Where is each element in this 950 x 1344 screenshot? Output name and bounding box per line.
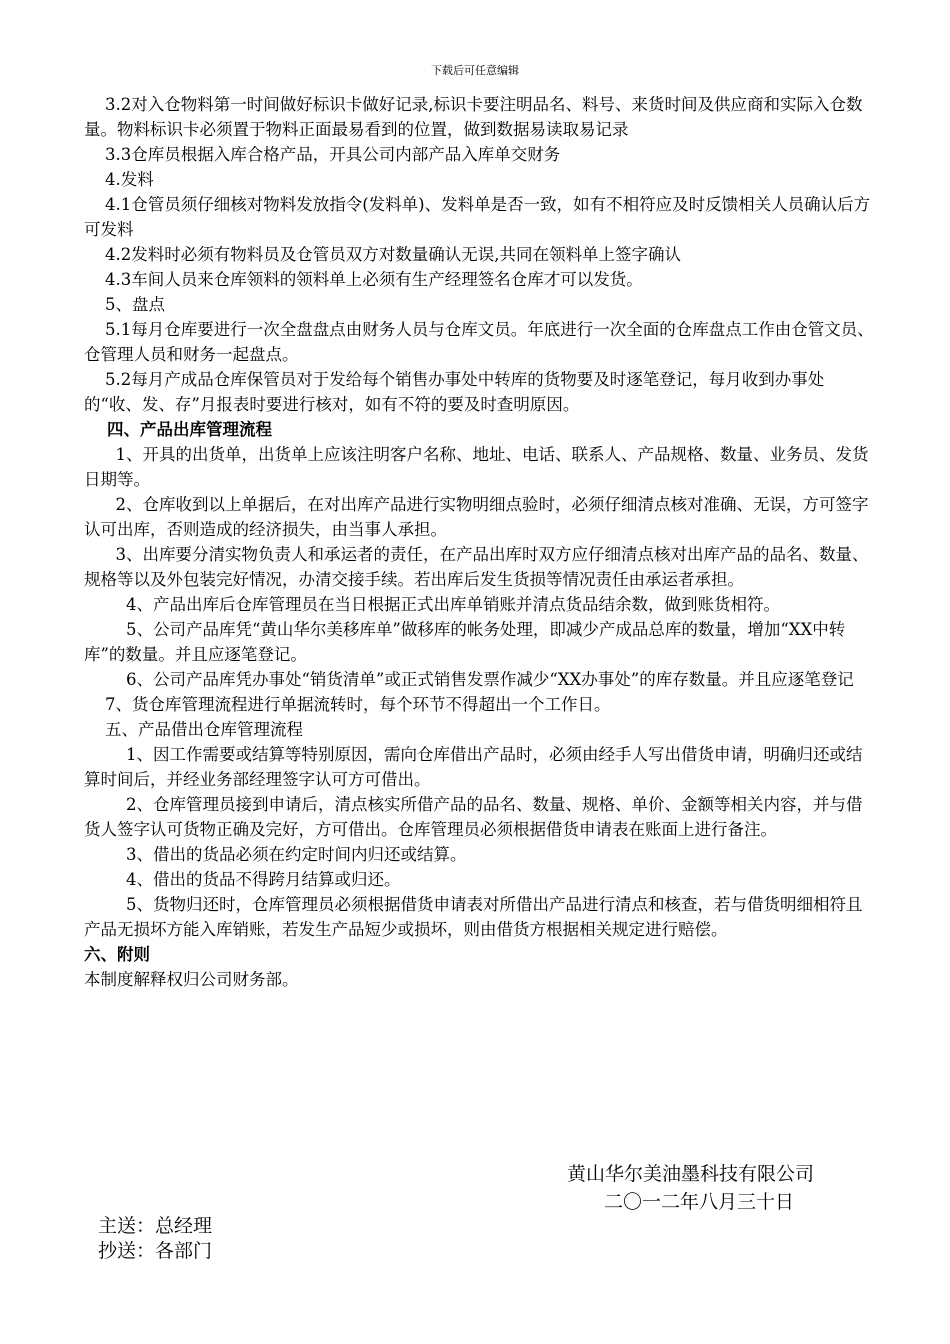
loan-item-5: 5、货物归还时，仓库管理员必须根据借货申请表对所借出产品进行清点和核查，若与借货明细相符且产品无损坏方能入库销账，若发生产品短少或损坏，则由借货方根据相关规定进行赔偿。 [84, 895, 863, 939]
distribution-to: 主送：总经理 [98, 1215, 213, 1237]
paragraph-5-1: 5.1每月仓库要进行一次全盘盘点由财务人员与仓库文员。年底进行一次全面的仓库盘点工作由仓管文员、仓管理人员和财务一起盘点。 [84, 320, 874, 364]
outbound-item-6: 6、公司产品库凭办事处“销货清单”或正式销售发票作减少“XX办事处”的库存数量。并且应逐笔登记 [84, 670, 854, 689]
document-body [84, 92, 874, 992]
heading-4-issue: 4.发料 [84, 170, 154, 189]
section-heading-6: 六、附则 [84, 945, 150, 964]
paragraph-3-3: 3.3仓库员根据入库合格产品，开具公司内部产品入库单交财务 [84, 145, 561, 164]
outbound-item-3: 3、出库要分清实物负责人和承运者的责任，在产品出库时双方应仔细清点核对出库产品的品名、数量、规格等以及外包装完好情况，办清交接手续。若出库后发生货损等情况责任由承运者承担。 [84, 545, 869, 589]
loan-item-3: 3、借出的货品必须在约定时间内归还或结算。 [84, 845, 467, 864]
outbound-item-5: 5、公司产品库凭“黄山华尔美移库单”做移库的帐务处理，即减少产成品总库的数量，增加“XX中转库”的数量。并且应逐笔登记。 [84, 620, 846, 664]
distribution-cc: 抄送：各部门 [98, 1240, 213, 1262]
paragraph-4-1: 4.1仓管员须仔细核对物料发放指令(发料单)、发料单是否一致，如有不相符应及时反馈相关人员确认后方可发料 [84, 195, 871, 239]
signature-date: 二〇一二年八月三十日 [604, 1191, 795, 1213]
supplementary-text: 本制度解释权归公司财务部。 [84, 970, 299, 989]
section-heading-5: 五、产品借出仓库管理流程 [84, 720, 303, 739]
paragraph-4-2: 4.2发料时必须有物料员及仓管员双方对数量确认无误,共同在领料单上签字确认 [84, 245, 681, 264]
loan-item-4: 4、借出的货品不得跨月结算或归还。 [84, 870, 401, 889]
section-heading-4: 四、产品出库管理流程 [84, 420, 272, 439]
loan-item-2: 2、仓库管理员接到申请后，清点核实所借产品的品名、数量、规格、单价、金额等相关内容，并与借货人签字认可货物正确及完好，方可借出。仓库管理员必须根据借货申请表在账面上进行备注。 [84, 795, 863, 839]
paragraph-5-2: 5.2每月产成品仓库保管员对于发给每个销售办事处中转库的货物要及时逐笔登记，每月收到办事处的“收、发、存”月报表时要进行核对，如有不符的要及时查明原因。 [84, 370, 825, 414]
page-header: 下载后可任意编辑 [431, 64, 519, 77]
paragraph-3-2: 3.2对入仓物料第一时间做好标识卡做好记录,标识卡要注明品名、料号、来货时间及供应商和实际入仓数量。物料标识卡必须置于物料正面最易看到的位置，做到数据易读取易记录 [84, 95, 863, 139]
outbound-item-1: 1、开具的出货单，出货单上应该注明客户名称、地址、电话、联系人、产品规格、数量、业务员、发货日期等。 [84, 445, 869, 489]
loan-item-1: 1、因工作需要或结算等特别原因，需向仓库借出产品时，必须由经手人写出借货申请，明确归还或结算时间后，并经业务部经理签字认可方可借出。 [84, 745, 863, 789]
signature-company: 黄山华尔美油墨科技有限公司 [567, 1163, 815, 1185]
heading-5-inventory: 5、盘点 [84, 295, 165, 314]
outbound-item-7: 7、货仓库管理流程进行单据流转时，每个环节不得超出一个工作日。 [84, 695, 611, 714]
outbound-item-4: 4、产品出库后仓库管理员在当日根据正式出库单销账并清点货品结余数，做到账货相符。 [84, 595, 780, 614]
outbound-item-2: 2、仓库收到以上单据后，在对出库产品进行实物明细点验时，必须仔细清点核对准确、无误，方可签字认可出库，否则造成的经济损失，由当事人承担。 [84, 495, 869, 539]
paragraph-4-3: 4.3车间人员来仓库领料的领料单上必须有生产经理签名仓库才可以发货。 [84, 270, 643, 289]
